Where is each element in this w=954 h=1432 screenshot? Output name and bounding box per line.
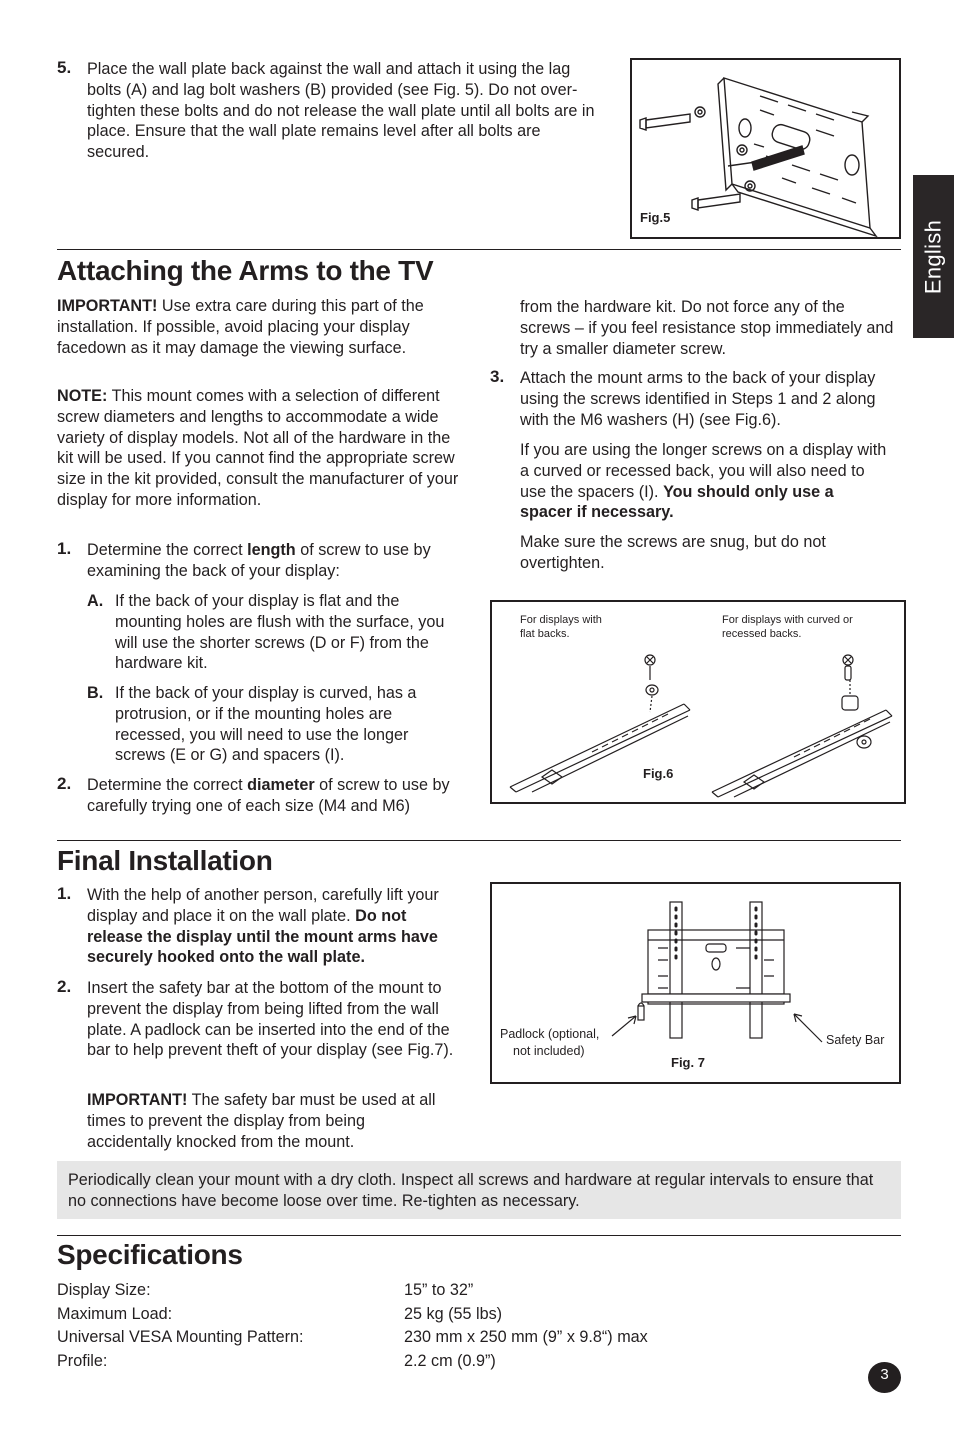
fig6-left-caption-2: flat backs.	[520, 628, 570, 640]
spec-value-vesa: 230 mm x 250 mm (9” x 9.8“) max	[404, 1328, 648, 1346]
fig5-box	[630, 58, 901, 239]
step5-number: 5.	[57, 58, 72, 77]
spec-label-max-load: Maximum Load:	[57, 1305, 173, 1323]
fig5-label: Fig.5	[640, 210, 671, 225]
attaching-important	[57, 296, 447, 358]
step2-text-a: Determine the correct	[87, 776, 248, 794]
spec-value-max-load: 25 kg (55 lbs)	[404, 1305, 503, 1323]
final-title: Final Installation	[57, 845, 273, 876]
specs-title: Specifications	[57, 1239, 243, 1270]
maintenance-note-box	[57, 1161, 901, 1219]
step5-text-rest: Do not over-tighten these bolts and do not release the wall plate until all bolts are in place. Ensure that the wall plate remains level after all bolts are secured.	[87, 80, 595, 162]
attaching-step2-continued: from the hardware kit. Do not force any of the screws – if you feel resistance stop immediately and try a smaller diameter screw.	[520, 298, 894, 358]
fig5-wall-plate-illustration	[632, 60, 899, 237]
section-divider-specs	[57, 1235, 901, 1236]
fig6-right-caption-1: For displays with curved or	[722, 614, 853, 626]
attaching-step3-para3: Make sure the screws are snug, but do not overtighten.	[520, 533, 826, 572]
final-step1-bold: Do not release the display until the mount arms have securely hooked onto the wall plate.	[87, 906, 438, 967]
language-tab	[913, 175, 954, 338]
attaching-important-text: Use extra care during this part of the installation. If possible, avoid placing your display facedown as it may damage the viewing surface.	[57, 297, 424, 357]
step1-sub-b-label: B.	[87, 684, 104, 702]
attaching-step2-number: 2.	[57, 774, 72, 793]
step5-text-main: Place the wall plate back against the wall and attach it using the lag bolts (A) and lag bolt washers (B) provided (see Fig. 5).	[87, 60, 571, 99]
final-important-label: IMPORTANT!	[87, 1091, 188, 1109]
step5-text	[87, 59, 607, 163]
language-tab-label: English	[920, 219, 946, 294]
spec-label-vesa: Universal VESA Mounting Pattern:	[57, 1328, 304, 1346]
step3-para2-text: If you are using the longer screws on a display with a curved or recessed back, you will also need to use the spacers (I).	[520, 441, 887, 501]
page-number: 3	[868, 1362, 901, 1393]
attaching-important-label: IMPORTANT!	[57, 297, 158, 315]
fig7-padlock-label-1: Padlock (optional,	[500, 1027, 600, 1041]
step1-bold: length	[247, 541, 296, 559]
fig6-label: Fig.6	[643, 766, 674, 781]
fig6-box	[490, 600, 906, 804]
section-divider-final	[57, 840, 901, 841]
step1-sub-a-label: A.	[87, 592, 104, 610]
fig7-label: Fig. 7	[671, 1055, 705, 1070]
fig6-left-caption-1: For displays with	[520, 614, 602, 626]
attaching-step1-number: 1.	[57, 539, 72, 558]
fig6-arm-illustration	[492, 602, 904, 802]
attaching-note	[57, 386, 467, 511]
fig7-safety-bar-label: Safety Bar	[826, 1033, 885, 1047]
final-step1-text	[87, 885, 465, 968]
spec-label-display-size: Display Size:	[57, 1281, 151, 1299]
step2-bold: diameter	[247, 776, 315, 794]
spec-label-profile: Profile:	[57, 1352, 108, 1370]
final-step2-text: Insert the safety bar at the bottom of the mount to prevent the display from being lifted from the wall plate. A padlock can be inserted into the end of the bar to help prevent theft of your display (see Fig.7).	[87, 979, 454, 1060]
attaching-step3-para2	[520, 440, 890, 523]
fig7-box	[490, 882, 901, 1084]
step1-text-a: Determine the correct	[87, 541, 248, 559]
step3-para2-bold: You should only use a spacer if necessary.	[520, 482, 834, 522]
fig7-padlock-label-2: not included)	[513, 1044, 585, 1058]
step1-sub-a-text: If the back of your display is flat and the mounting holes are flush with the surface, you will use the shorter screws (D or F) from the hardware kit.	[115, 592, 445, 673]
spec-value-profile: 2.2 cm (0.9”)	[404, 1352, 496, 1370]
final-step2-important	[87, 1090, 437, 1152]
attaching-step3-text: Attach the mount arms to the back of your display using the screws identified in Steps 1 and 2 along with the M6 washers (H) (see Fig.6).	[520, 369, 876, 429]
step1-text-b: of screw to use by examining the back of your display:	[87, 541, 431, 580]
final-step2-number: 2.	[57, 977, 72, 996]
attaching-note-text: This mount comes with a selection of different screw diameters and lengths to accommodate a wide variety of display models. Not all of the hardware in the kit will be used. If you cannot find the appropriate screw size in the kit provided, consult the manufacturer of your display for more information.	[57, 387, 459, 509]
spec-value-display-size: 15” to 32”	[404, 1281, 474, 1299]
attaching-step1-text	[87, 540, 465, 582]
attaching-step2-text	[87, 775, 465, 817]
attaching-title: Attaching the Arms to the TV	[57, 255, 434, 286]
attaching-note-label: NOTE:	[57, 387, 108, 405]
maintenance-note-text: Periodically clean your mount with a dry cloth. Inspect all screws and hardware at regular intervals to ensure that no connections have become loose over time. Re-tighten as necessary.	[68, 1171, 874, 1210]
fig6-right-caption-2: recessed backs.	[722, 628, 802, 640]
final-step1-plain: With the help of another person, carefully lift your display and place it on the wall plate.	[87, 886, 439, 925]
final-important-text: The safety bar must be used at all times to prevent the display from being accidentally knocked from the mount.	[87, 1091, 436, 1151]
final-step1-number: 1.	[57, 884, 72, 903]
step2-text-b: of screw to use by carefully trying one of each size (M4 and M6)	[87, 776, 450, 815]
step1-sub-b-text: If the back of your display is curved, has a protrusion, or if the mounting holes are recessed, you will need to use the longer screws (E or G) and spacers (I).	[115, 684, 417, 765]
section-divider-attaching	[57, 249, 901, 250]
attaching-step3-number: 3.	[490, 367, 505, 386]
